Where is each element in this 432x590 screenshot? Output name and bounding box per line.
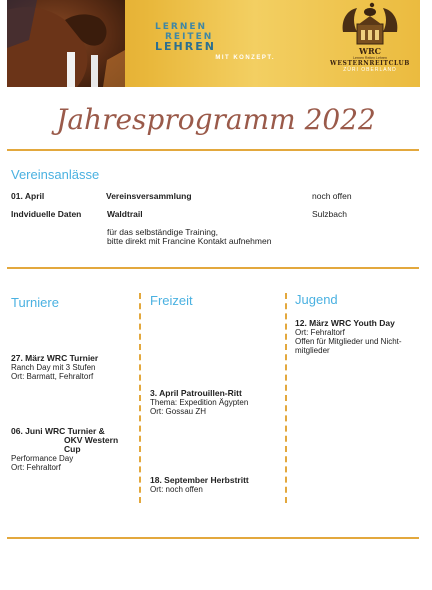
slogan-subline: MIT KONZEPT. [215, 55, 275, 61]
event-entry [150, 476, 282, 494]
event-entry [11, 427, 137, 472]
slogan-line-2: REITEN [165, 32, 214, 42]
header-banner [7, 0, 420, 87]
divider-middle [7, 267, 419, 269]
event-title: 18. September Herbstritt [150, 475, 249, 485]
column-separator [285, 293, 287, 503]
event-detail: mitglieder [295, 346, 330, 355]
event-detail: Ort: Barmatt, Fehraltorf [11, 372, 94, 381]
club-name: WESTERNREITCLUB [330, 60, 410, 67]
event-name: Waldtrail [107, 209, 143, 219]
event-date: 01. April [11, 191, 45, 201]
event-detail: Ort: noch offen [150, 485, 203, 494]
event-detail: Offen für Mitglieder und Nicht- [295, 337, 402, 346]
event-date: Indviduelle Daten [11, 209, 82, 219]
event-name: Vereinsversammlung [106, 191, 192, 201]
event-entry [295, 319, 427, 355]
page-title: Jahresprogramm 2022 [56, 103, 376, 136]
event-title: 12. März WRC Youth Day [295, 318, 395, 328]
event-title: 3. April Patrouillen-Ritt [150, 388, 242, 398]
divider-bottom [7, 537, 419, 539]
slogan-line-3: LEHREN [155, 40, 216, 53]
slogan [155, 22, 275, 61]
event-detail: Performance Day [11, 454, 74, 463]
divider-top [7, 149, 419, 151]
event-detail: Ort: Gossau ZH [150, 407, 207, 416]
section-heading-turniere: Turniere [11, 295, 59, 310]
column-separator [139, 293, 141, 503]
event-title: 06. Juni WRC Turnier & [11, 426, 105, 436]
slogan-line-1: LERNEN [155, 22, 208, 32]
section-heading-vereinsanlaesse: Vereinsanlässe [11, 167, 100, 182]
club-region: ZÜRI OBERLAND [343, 67, 397, 73]
section-heading-freizeit: Freizeit [150, 293, 193, 308]
event-note-line: für das selbständige Training, [107, 227, 219, 237]
wrc-rider-logo-icon [339, 2, 401, 48]
event-detail: Ort: Fehraltorf [11, 463, 61, 472]
event-title: 27. März WRC Turnier [11, 353, 99, 363]
event-place: Sulzbach [312, 209, 347, 219]
horse-image-icon [7, 0, 125, 87]
event-detail: Thema: Expedition Ägypten [150, 398, 249, 407]
event-title-continued: OKV Western Cup [64, 435, 119, 454]
event-place: noch offen [312, 191, 352, 201]
club-motto: Lernen Reiten Lehren [353, 56, 387, 60]
horse-photo [7, 0, 125, 87]
club-logo [320, 2, 420, 85]
event-detail: Ort: Fehraltorf [295, 328, 345, 337]
event-detail: Ranch Day mit 3 Stufen [11, 363, 96, 372]
event-entry [11, 354, 137, 381]
event-note-line: bitte direkt mit Francine Kontakt aufnehmen [107, 236, 272, 246]
section-heading-jugend: Jugend [295, 292, 338, 307]
club-abbreviation: WRC [359, 46, 381, 56]
event-entry [150, 389, 282, 416]
